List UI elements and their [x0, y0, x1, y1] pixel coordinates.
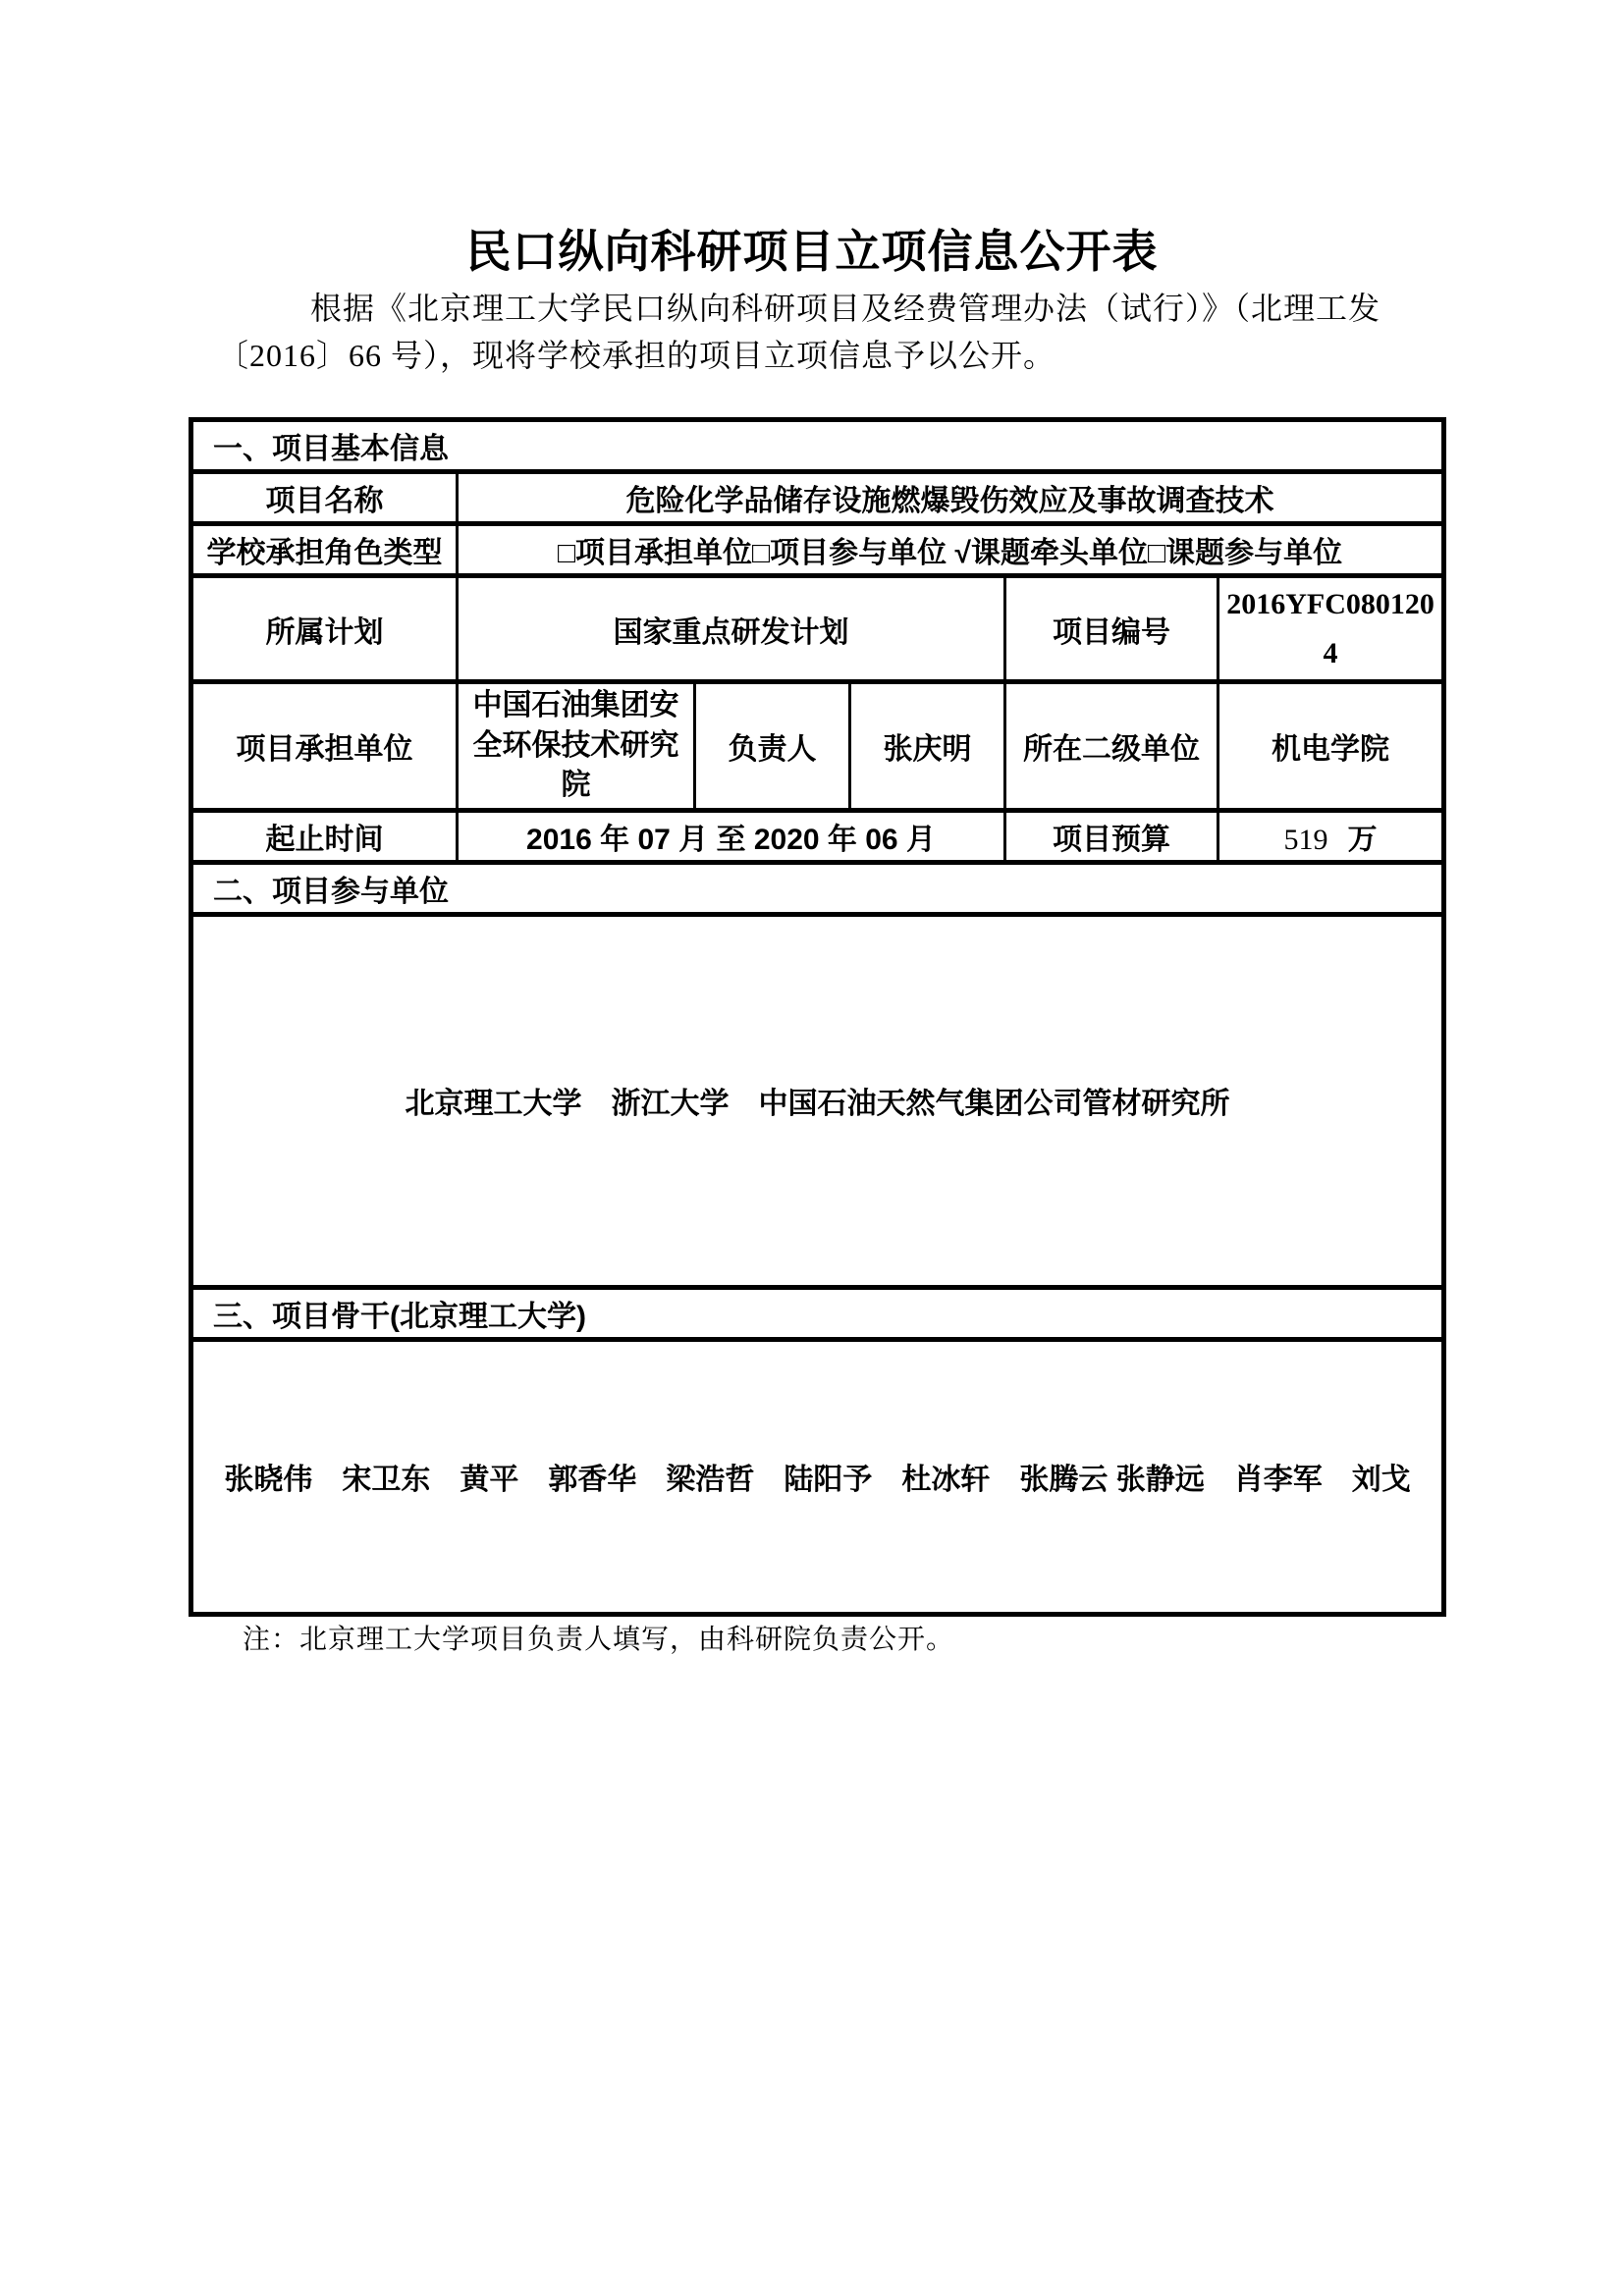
project-backbone-row	[191, 1339, 1444, 1614]
section-3-header-row	[191, 1287, 1444, 1339]
project-number-label: 项目编号	[1005, 576, 1218, 682]
duration-label: 起止时间	[191, 810, 458, 862]
duration-value: 2016 年 07 月 至 2020 年 06 月	[458, 810, 1005, 862]
project-number-value: 2016YFC0801204	[1218, 576, 1444, 682]
budget-label: 项目预算	[1005, 810, 1218, 862]
section-2-header-row	[191, 862, 1444, 914]
role-type-label: 学校承担角色类型	[191, 524, 458, 576]
role-type-value: □项目承担单位□项目参与单位 √课题牵头单位□课题参与单位	[458, 524, 1444, 576]
undertaker-label: 项目承担单位	[191, 682, 458, 811]
project-backbone-value: 张晓伟 宋卫东 黄平 郭香华 梁浩哲 陆阳予 杜冰轩 张腾云 张静远 肖李军 刘戈	[191, 1339, 1444, 1614]
project-name-label: 项目名称	[191, 472, 458, 524]
leader-value: 张庆明	[850, 682, 1005, 811]
budget-value	[1218, 810, 1444, 862]
participating-units-value: 北京理工大学 浙江大学 中国石油天然气集团公司管材研究所	[191, 914, 1444, 1287]
budget-unit: 万	[1347, 823, 1378, 856]
plan-label: 所属计划	[191, 576, 458, 682]
footnote: 注：北京理工大学项目负责人填写，由科研院负责公开。	[243, 1625, 955, 1655]
budget-amount: 519	[1283, 823, 1328, 856]
duration-row	[191, 810, 1444, 862]
project-name-row	[191, 472, 1444, 524]
plan-value: 国家重点研发计划	[458, 576, 1005, 682]
section-3-header: 三、项目骨干(北京理工大学)	[191, 1287, 1444, 1339]
participating-units-row	[191, 914, 1444, 1287]
role-type-row	[191, 524, 1444, 576]
secondary-unit-value: 机电学院	[1218, 682, 1444, 811]
undertaker-value: 中国石油集团安全环保技术研究院	[458, 682, 695, 811]
project-name-value: 危险化学品储存设施燃爆毁伤效应及事故调查技术	[458, 472, 1444, 524]
plan-row	[191, 576, 1444, 682]
intro-paragraph: 根据《北京理工大学民口纵向科研项目及经费管理办法（试行）》（北理工发〔2016〕66 号），现将学校承担的项目立项信息予以公开。	[217, 291, 1381, 373]
undertaker-row	[191, 682, 1444, 811]
project-info-table	[189, 417, 1446, 1617]
leader-label: 负责人	[695, 682, 850, 811]
section-2-header: 二、项目参与单位	[191, 862, 1444, 914]
section-1-header: 一、项目基本信息	[191, 420, 1444, 472]
page-title: 民口纵向科研项目立项信息公开表	[465, 226, 1159, 277]
section-1-header-row	[191, 420, 1444, 472]
secondary-unit-label: 所在二级单位	[1005, 682, 1218, 811]
